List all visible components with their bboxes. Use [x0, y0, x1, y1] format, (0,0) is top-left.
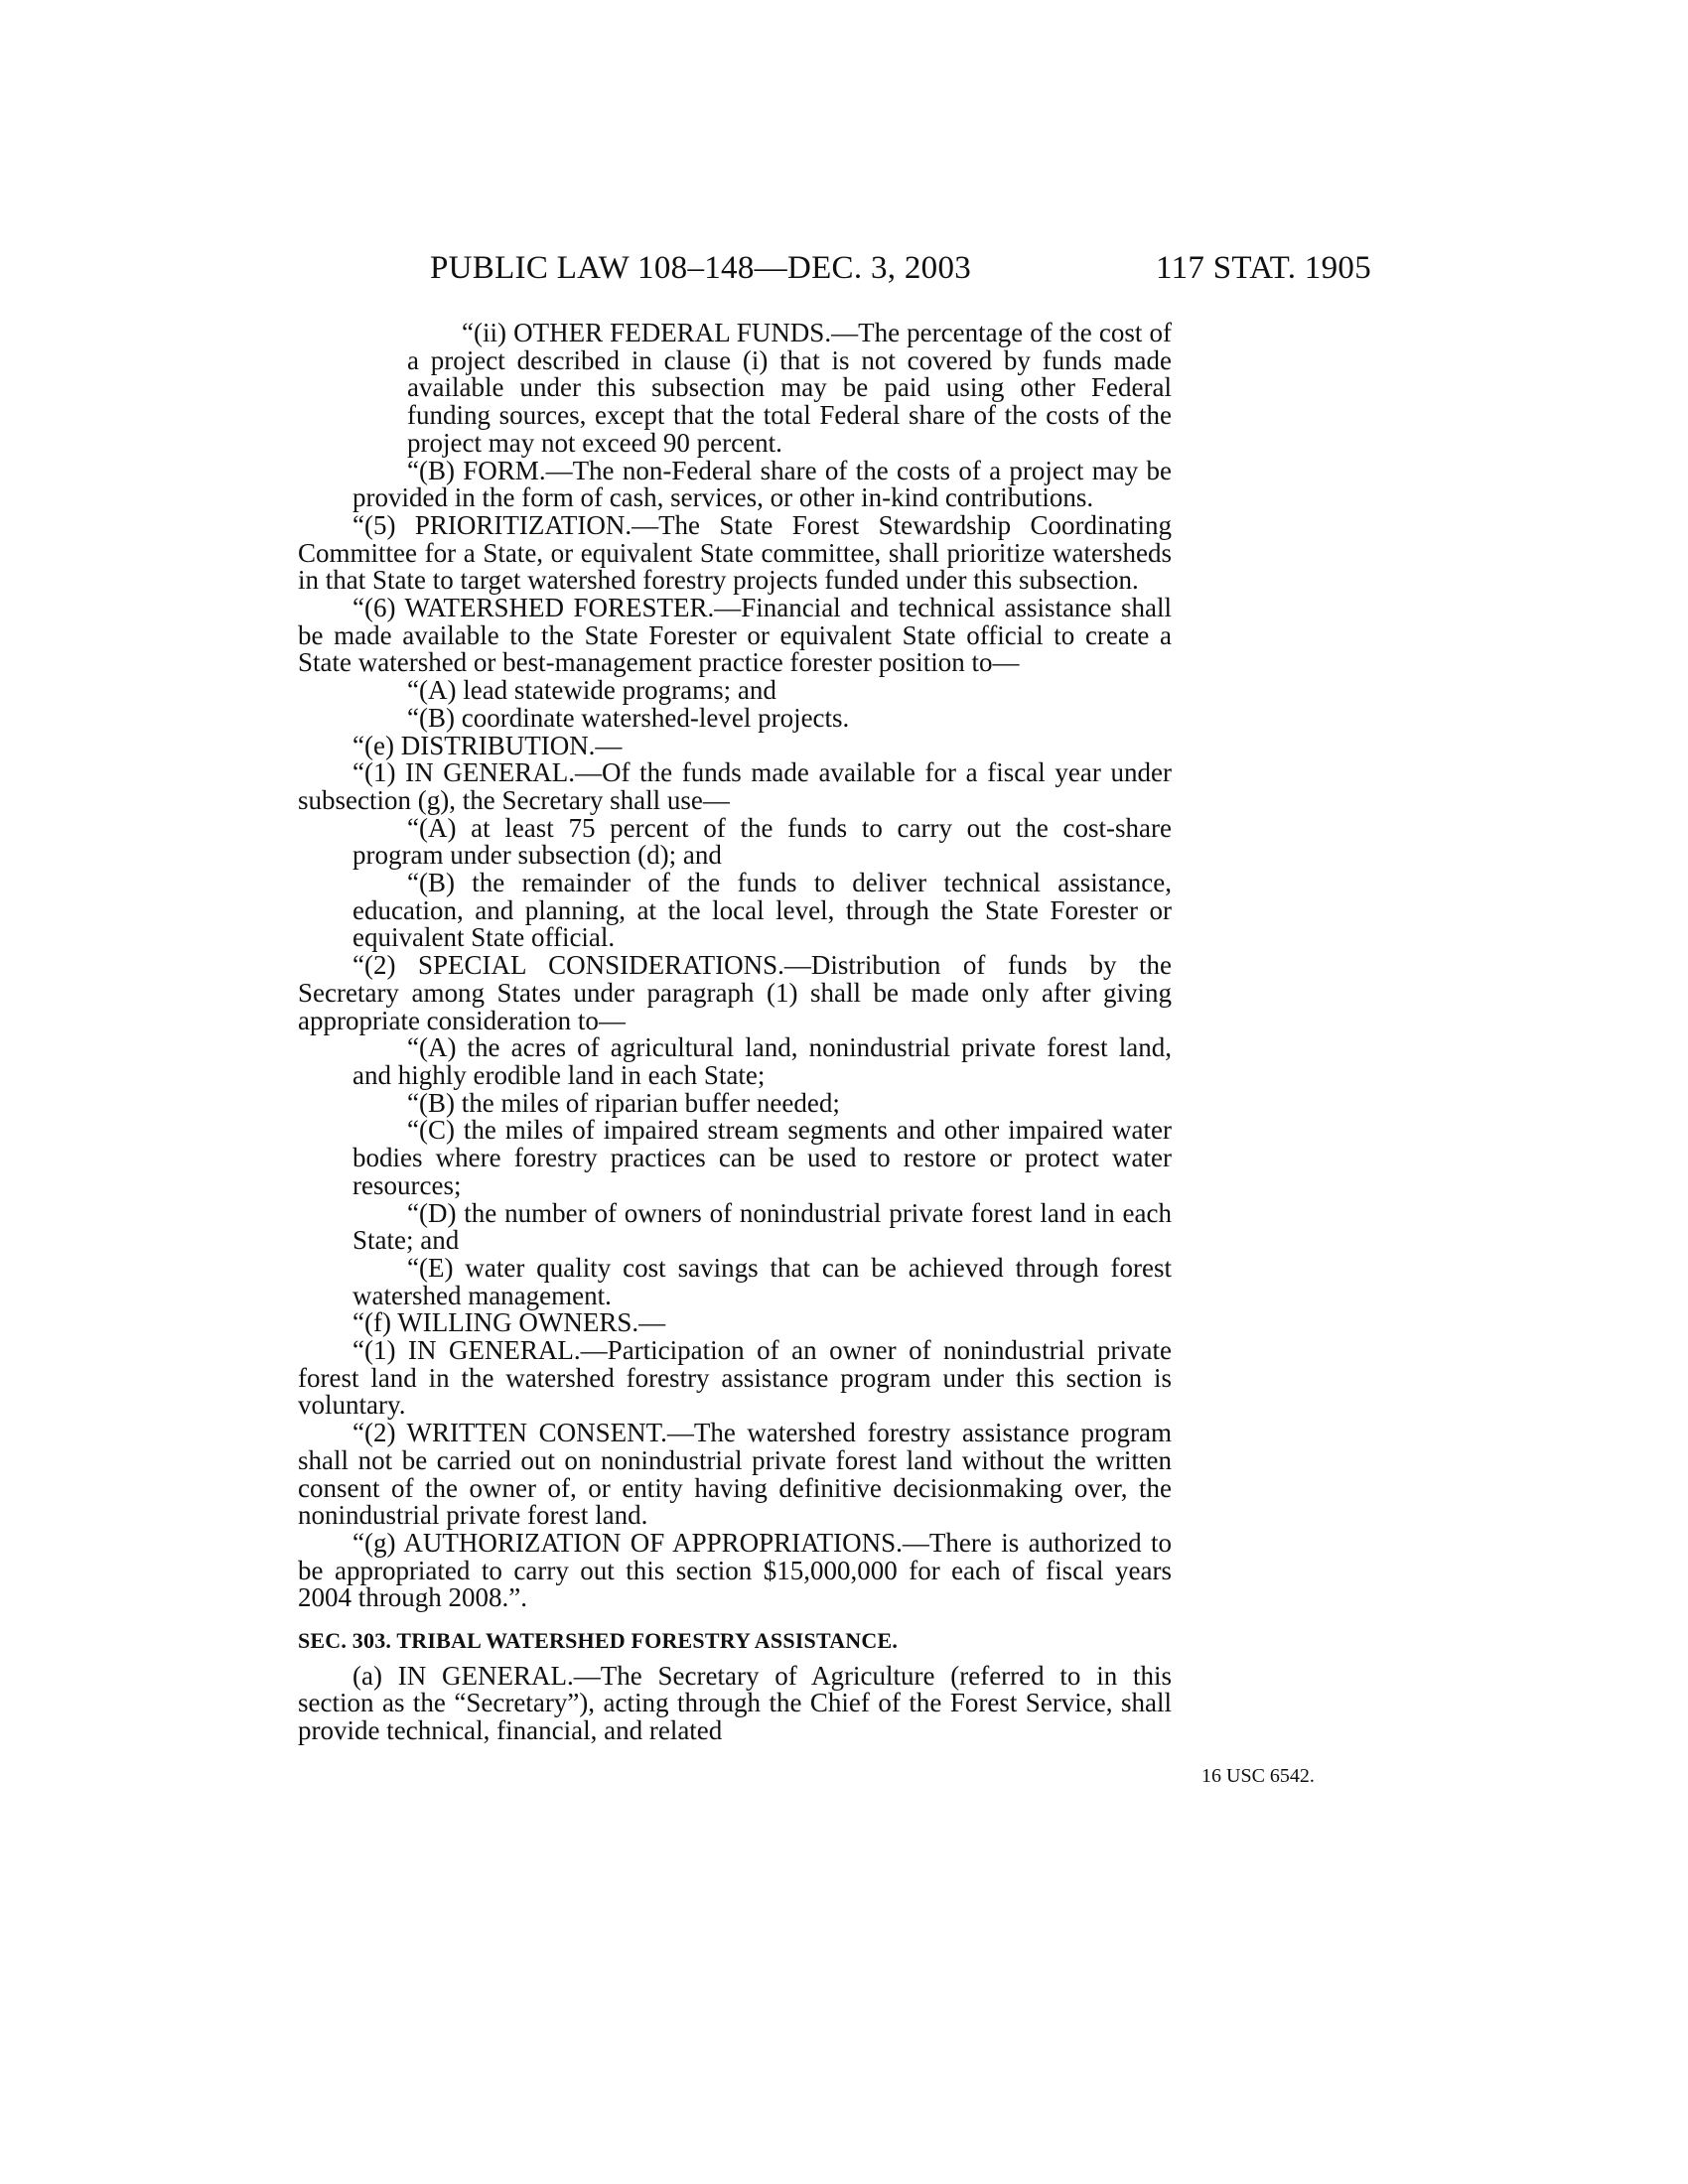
paragraph-impaired-streams: “(C) the miles of impaired stream segments and other impaired water bodies where forestry practices can be used to restore or protect water resources;: [352, 1115, 1172, 1200]
paragraph-written-consent: “(2) WRITTEN CONSENT.—The watershed forestry assistance program shall not be carried out on nonindustrial private forest land without the written consent of the owner of, or entity having definitive decisionmaking over, the nonindustrial private forest land.: [298, 1418, 1172, 1531]
paragraph-distribution: “(e) DISTRIBUTION.—: [352, 730, 623, 760]
paragraph-authorization: “(g) AUTHORIZATION OF APPROPRIATIONS.—There is authorized to be appropriated to carry out this section $15,000,000 for each of fiscal years 2004 through 2008.”.: [298, 1527, 1172, 1613]
paragraph-prioritization: “(5) PRIORITIZATION.—The State Forest Stewardship Coordinating Committee for a State, or equivalent State committee, shall prioritize watersheds in that State to target watershed forestry projects funded under this subsection.: [298, 509, 1172, 596]
paragraph-special-considerations: “(2) SPECIAL CONSIDERATIONS.—Distribution of funds by the Secretary among States under paragraph (1) shall be made only after giving appropriate consideration to—: [298, 950, 1172, 1035]
paragraph-willing-owners: “(f) WILLING OWNERS.—: [352, 1307, 666, 1338]
section-heading: SEC. 303. TRIBAL WATERSHED FORESTRY ASSISTANCE.: [298, 1628, 899, 1654]
paragraph-distribution-general: “(1) IN GENERAL.—Of the funds made available for a fiscal year under subsection (g), the Secretary shall use—: [298, 757, 1172, 815]
usc-margin-note: 16 USC 6542.: [1201, 1765, 1315, 1787]
paragraph-coordinate-projects: “(B) coordinate watershed-level projects.: [407, 702, 850, 733]
paragraph-willing-owners-general: “(1) IN GENERAL.—Participation of an owner of nonindustrial private forest land in the watershed forestry assistance program under this section is voluntary.: [298, 1335, 1172, 1421]
statute-page-number: 117 STAT. 1905: [1156, 250, 1371, 286]
paragraph-form: “(B) FORM.—The non-Federal share of the costs of a project may be provided in the form of cash, services, or other in-kind contributions.: [352, 455, 1172, 513]
paragraph-lead-statewide: “(A) lead statewide programs; and: [407, 675, 776, 706]
paragraph-section-303-a: (a) IN GENERAL.—The Secretary of Agriculture (referred to in this section as the “Secretary”), acting through the Chief of the Forest Service, shall provide technical, financial, and related: [298, 1660, 1172, 1746]
paragraph-watershed-forester: “(6) WATERSHED FORESTER.—Financial and technical assistance shall be made available to the State Forester or equivalent State official to create a State watershed or best-management practice forester position to—: [298, 593, 1172, 678]
paragraph-water-quality: “(E) water quality cost savings that can be achieved through forest watershed management.: [352, 1252, 1172, 1310]
paragraph-remainder: “(B) the remainder of the funds to deliver technical assistance, education, and planning, at the local level, through the State Forester or equivalent State official.: [352, 868, 1172, 953]
document-body: [298, 320, 1172, 1745]
paragraph-acres: “(A) the acres of agricultural land, nonindustrial private forest land, and highly erodible land in each State;: [352, 1032, 1172, 1090]
public-law-header: PUBLIC LAW 108–148—DEC. 3, 2003: [430, 250, 972, 286]
paragraph-owners: “(D) the number of owners of nonindustrial private forest land in each State; and: [352, 1197, 1172, 1256]
paragraph-riparian: “(B) the miles of riparian buffer needed;: [407, 1087, 840, 1118]
paragraph-other-federal-funds: “(ii) OTHER FEDERAL FUNDS.—The percentage of the cost of a project described in clause (i) that is not covered by funds made available under this subsection may be paid using other Federal funding sources, except that the total Federal share of the costs of the project may not exceed 90 percent.: [407, 318, 1172, 458]
paragraph-cost-share: “(A) at least 75 percent of the funds to carry out the cost-share program under subsection (d); and: [352, 812, 1172, 871]
